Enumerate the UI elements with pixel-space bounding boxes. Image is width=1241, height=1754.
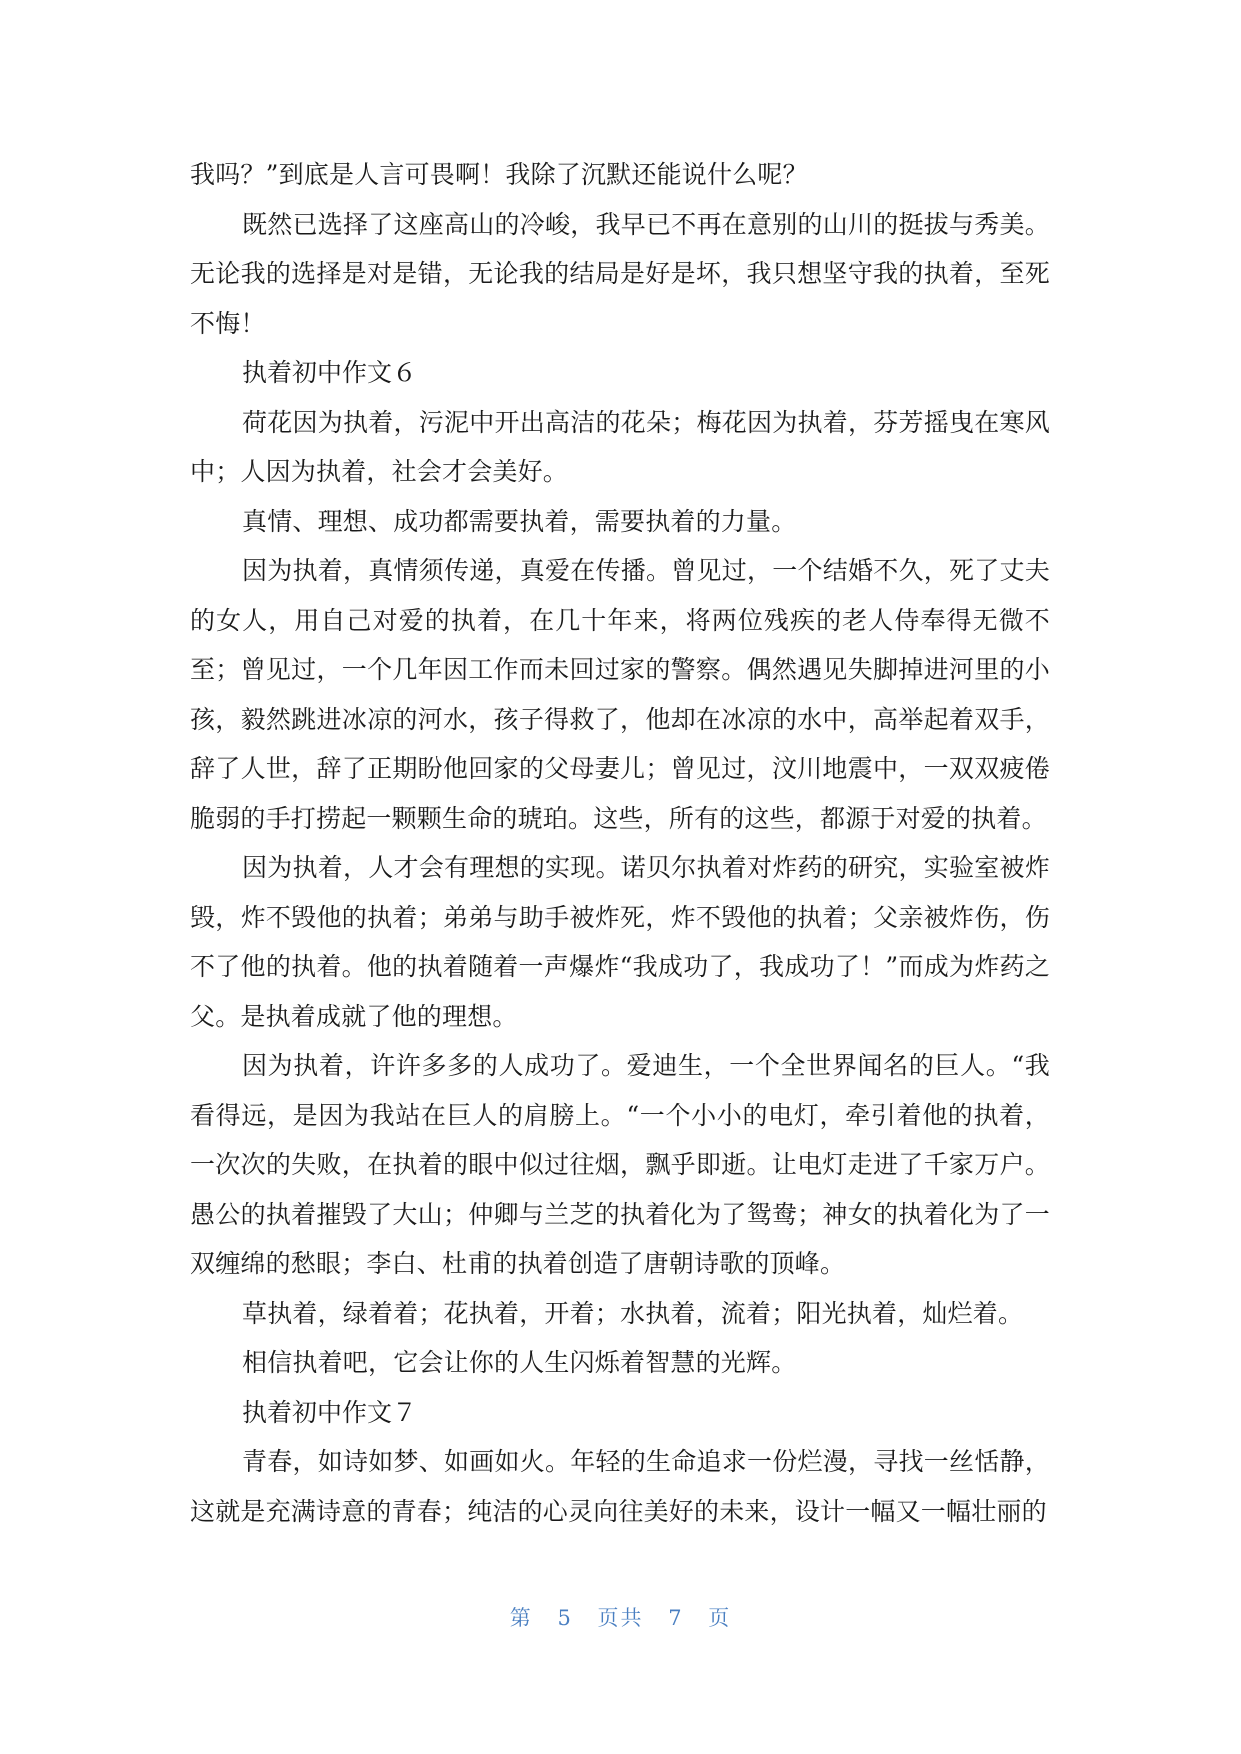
section-heading: 执着初中作文６ xyxy=(242,358,418,387)
section-heading: 执着初中作文７ xyxy=(242,1397,418,1427)
paragraph: 相信执着吧，它会让你的人生闪烁着智慧的光辉。 xyxy=(242,1348,797,1377)
total-page-number: 7 xyxy=(668,1606,684,1630)
footer-suffix: 页 xyxy=(708,1606,732,1630)
current-page-number: 5 xyxy=(557,1606,573,1630)
paragraph: 既然已选择了这座高山的冷峻，我早已不再在意别的山川的挺拔与秀美。无论我的选择是对是错，无论我的结局是好是坏，我只想坚守我的执着，至死不悔！ xyxy=(190,209,1050,338)
footer-prefix: 第 xyxy=(509,1606,533,1630)
paragraph: 我吗？”到底是人言可畏啊！我除了沉默还能说什么呢？ xyxy=(190,160,808,189)
paragraph: 因为执着，许许多多的人成功了。爱迪生，一个全世界闻名的巨人。“我看得远，是因为我站在巨人的肩膀上。“一个小小的电灯，牵引着他的执着，一次次的失败，在执着的眼中似过往烟，飘乎即逝。让电灯走进了千家万户。愚公的执着摧毁了大山；仲卿与兰芝的执着化为了鸳鸯；神女的执着化为了一双缠绵的愁眼；李白、杜甫的执着创造了唐朝诗歌的顶峰。 xyxy=(190,1051,1050,1278)
footer-middle: 页共 xyxy=(597,1606,644,1630)
document-body xyxy=(190,150,1050,1536)
paragraph: 真情、理想、成功都需要执着，需要执着的力量。 xyxy=(242,506,797,536)
paragraph: 因为执着，人才会有理想的实现。诺贝尔执着对炸药的研究，实验室被炸毁，炸不毁他的执着；弟弟与助手被炸死，炸不毁他的执着；父亲被炸伤，伤不了他的执着。他的执着随着一声爆炸“我成功了，我成功了！”而成为炸药之父。是执着成就了他的理想。 xyxy=(190,853,1050,1031)
paragraph: 草执着，绿着着；花执着，开着；水执着，流着；阳光执着，灿烂着。 xyxy=(242,1298,1024,1328)
paragraph: 荷花因为执着，污泥中开出高洁的花朵；梅花因为执着，芬芳摇曳在寒风中；人因为执着，社会才会美好。 xyxy=(190,407,1050,486)
paragraph: 青春，如诗如梦、如画如火。年轻的生命追求一份烂漫，寻找一丝恬静，这就是充满诗意的青春；纯洁的心灵向往美好的未来，设计一幅又一幅壮丽的 xyxy=(190,1447,1050,1526)
page-footer xyxy=(0,1602,1241,1632)
paragraph: 因为执着，真情须传递，真爱在传播。曾见过，一个结婚不久，死了丈夫的女人，用自己对爱的执着，在几十年来，将两位残疾的老人侍奉得无微不至；曾见过，一个几年因工作而未回过家的警察。偶然遇见失脚掉进河里的小孩，毅然跳进冰凉的河水，孩子得救了，他却在冰凉的水中，高举起着双手，辞了人世，辞了正期盼他回家的父母妻儿；曾见过，汶川地震中，一双双疲倦脆弱的手打捞起一颗颗生命的琥珀。这些，所有的这些，都源于对爱的执着。 xyxy=(190,556,1050,833)
